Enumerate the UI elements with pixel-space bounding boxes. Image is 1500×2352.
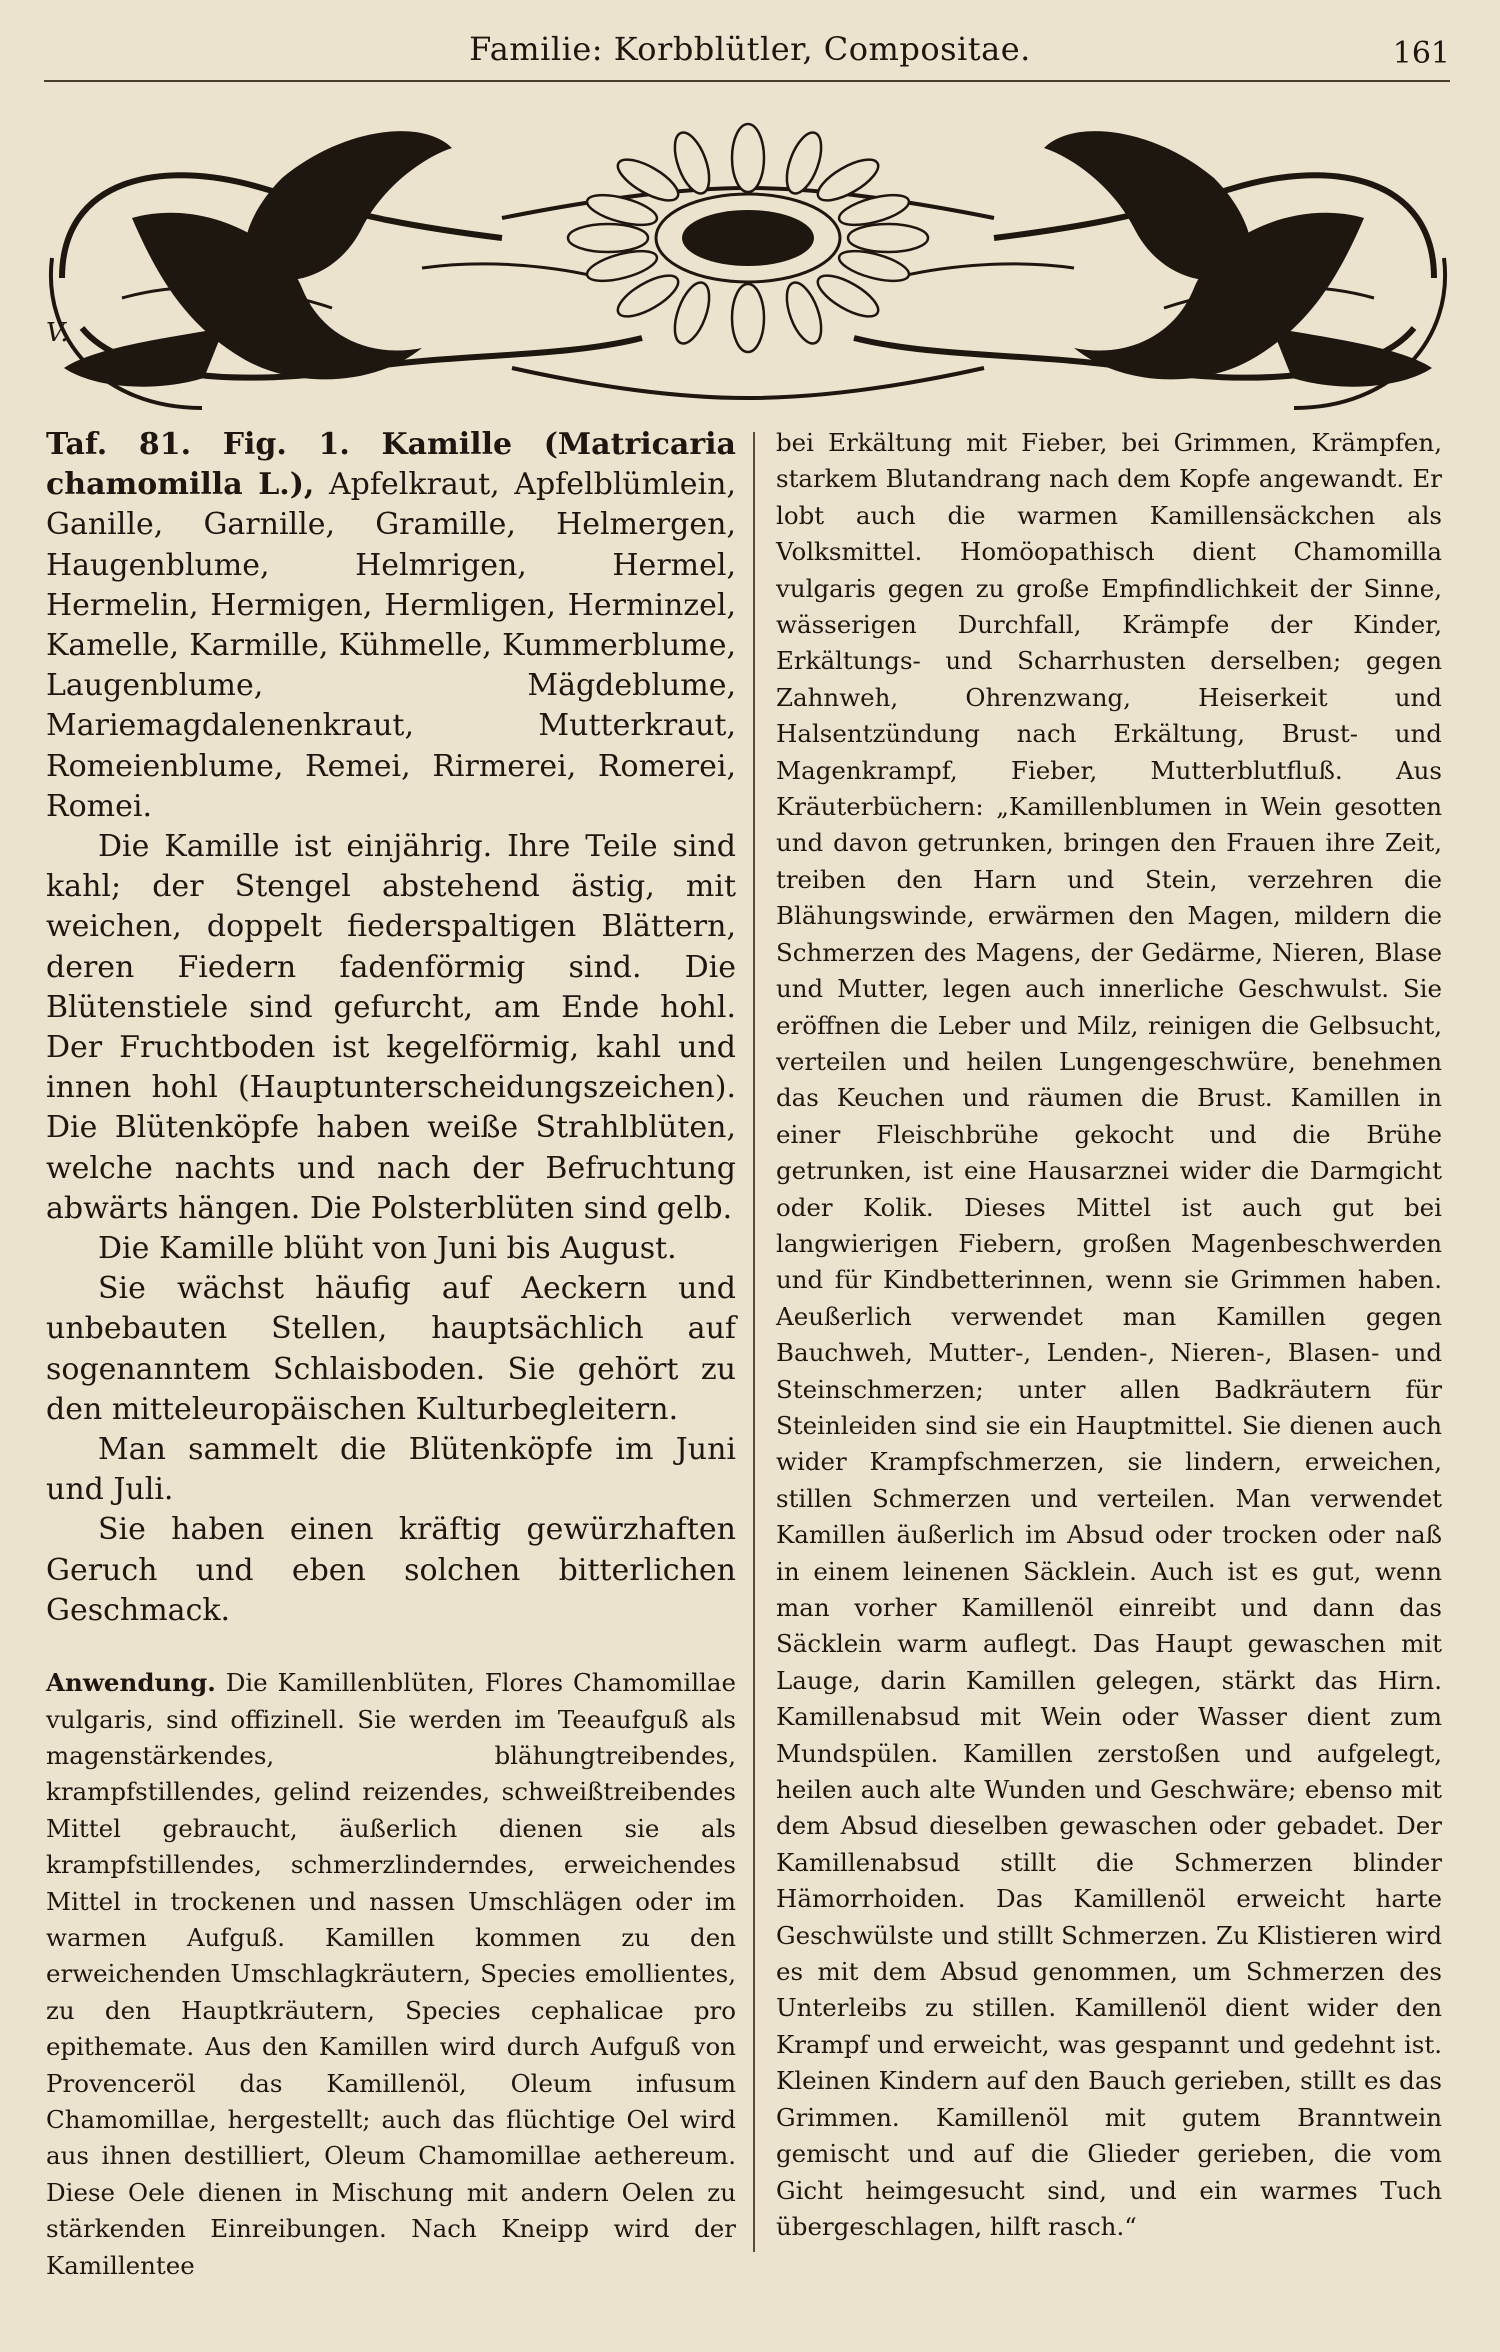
column-divider [753, 432, 755, 2252]
entry-synonyms: Apfelkraut, Apfelblümlein, Ganille, Garnille, Gramille, Helmergen, Haugenblume, Helmrigen, Hermel, Hermelin, Hermigen, Hermligen, Herminzel, Kamelle, Karmille, Kühmelle, Kummerblume, Laugenblume, Mägdeblume, Mariemagdalenenkraut, Mutterkraut, Romeienblume, Remei, Rirmerei, Romerei, Romei. [46, 467, 736, 824]
left-column [46, 425, 736, 2284]
collect-paragraph: Man sammelt die Blütenköpfe im Juni und Juli. [46, 1432, 736, 1508]
entry-paragraph [46, 425, 736, 827]
right-column [776, 425, 1442, 2245]
illustrator-signature: V. [46, 318, 69, 348]
description-paragraph: Die Kamille ist einjährig. Ihre Teile sind kahl; der Stengel abstehend ästig, mit weichen, doppelt fiederspaltigen Blättern, deren Fiedern fadenförmig sind. Die Blütenstiele sind gefurcht, am Ende hohl. Der Fruchtboden ist kegelförmig, kahl und innen hohl (Hauptunterscheidungszeichen). Die Blütenköpfe haben weiße Strahlblüten, welche nachts und nach der Befruchtung abwärts hängen. Die Polsterblüten sind gelb. [46, 829, 736, 1226]
running-head-title: Familie: Korbblütler, Compositae. [469, 30, 1031, 68]
running-head [0, 30, 1500, 84]
right-column-text: bei Erkältung mit Fieber, bei Grimmen, Krämpfen, starkem Blutandrang nach dem Kopfe angewandt. Er lobt auch die warmen Kamillensäckchen als Volksmittel. Homöopathisch dient Chamomilla vulgaris gegen zu große Empfindlichkeit der Sinne, wässerigen Durchfall, Krämpfe der Kinder, Erkältungs- und Scharrhusten derselben; gegen Zahnweh, Ohrenzwang, Heiserkeit und Halsentzündung nach Erkältung, Brust- und Magenkrampf, Fieber, Mutterblutfluß. Aus Kräuterbüchern: „Kamillenblumen in Wein gesotten und davon getrunken, bringen den Frauen ihre Zeit, treiben den Harn und Stein, verzehren die Blähungswinde, erwärmen den Magen, mildern die Schmerzen des Magens, der Gedärme, Nieren, Blase und Mutter, legen auch innerliche Geschwulst. Sie eröffnen die Leber und Milz, reinigen die Gelbsucht, verteilen und heilen Lungengeschwüre, benehmen das Keuchen und räumen die Brust. Kamillen in einer Fleischbrühe gekocht und die Brühe getrunken, ist eine Hausarznei wider die Darmgicht oder Kolik. Dieses Mittel ist auch gut bei langwierigen Fiebern, großen Magenbeschwerden und für Kindbetterinnen, wenn sie Grimmen haben. Aeußerlich verwendet man Kamillen gegen Bauchweh, Mutter-, Lenden-, Nieren-, Blasen- und Steinschmerzen; unter allen Badkräutern für Steinleiden sind sie ein Hauptmittel. Sie dienen auch wider Krampfschmerzen, sie lindern, erweichen, stillen Schmerzen und verteilen. Man verwendet Kamillen äußerlich im Absud oder trocken oder naß in einem leinenen Säcklein. Auch ist es gut, wenn man vorher Kamillenöl einreibt und dann das Säcklein warm auflegt. Das Haupt gewaschen mit Lauge, darin Kamillen gelegen, stärkt das Hirn. Kamillenabsud mit Wein oder Wasser dient zum Mundspülen. Kamillen zerstoßen und aufgelegt, heilen auch alte Wunden und Geschwäre; ebenso mit dem Absud dieselben gewaschen oder gebadet. Der Kamillenabsud stillt die Schmerzen blinder Hämorrhoiden. Das Kamillenöl erweicht harte Geschwülste und stillt Schmerzen. Zu Klistieren wird es mit dem Absud genommen, um Schmerzen des Unterleibs zu stillen. Kamillenöl dient wider den Krampf und erweicht, was gespannt und gedehnt ist. Kleinen Kindern auf den Bauch gerieben, stillt es das Grimmen. Kamillenöl mit gutem Branntwein gemischt und auf die Glieder gerieben, die vom Gicht heimgesucht sind, und ein warmes Tuch übergeschlagen, hilft rasch.“ [776, 428, 1442, 2241]
habitat-paragraph: Sie wächst häufig auf Aeckern und unbebauten Stellen, hauptsächlich auf sogenanntem Schlaisboden. Sie gehört zu den mitteleuropäischen Kulturbegleitern. [46, 1271, 736, 1427]
art-nouveau-chamomile-ornament [42, 118, 1454, 418]
entry-lead: Taf. 81. Fig. 1. Kamille (Matricaria chamomilla L.), [46, 427, 736, 503]
anwendung-text: Die Kamillenblüten, Flores Chamomillae vulgaris, sind offizinell. Sie werden im Teeaufguß als magenstärkendes, blähungtreibendes, krampfstillendes, gelind reizendes, schweißtreibendes Mittel gebraucht, äußerlich dienen sie als krampfstillendes, schmerzlinderndes, erweichendes Mittel in trockenen und nassen Umschlägen oder im warmen Aufguß. Kamillen kommen zu den erweichenden Umschlagkräutern, Species emollientes, zu den Hauptkräutern, Species cephalicae pro epithemate. Aus den Kamillen wird durch Aufguß von Provenceröl das Kamillenöl, Oleum infusum Chamomillae, hergestellt; auch das flüchtige Oel wird aus ihnen destilliert, Oleum Chamomillae aethereum. Diese Oele dienen in Mischung mit andern Oelen zu stärkenden Einreibungen. Nach Kneipp wird der Kamillentee [46, 1668, 736, 2280]
anwendung-paragraph [46, 1665, 736, 2284]
bloom-paragraph: Die Kamille blüht von Juni bis August. [98, 1231, 677, 1267]
header-rule [44, 80, 1450, 82]
smell-paragraph: Sie haben einen kräftig gewürzhaften Geruch und eben solchen bitterlichen Geschmack. [46, 1512, 736, 1628]
anwendung-heading: Anwendung. [46, 1668, 216, 1698]
page-number: 161 [1392, 36, 1450, 71]
